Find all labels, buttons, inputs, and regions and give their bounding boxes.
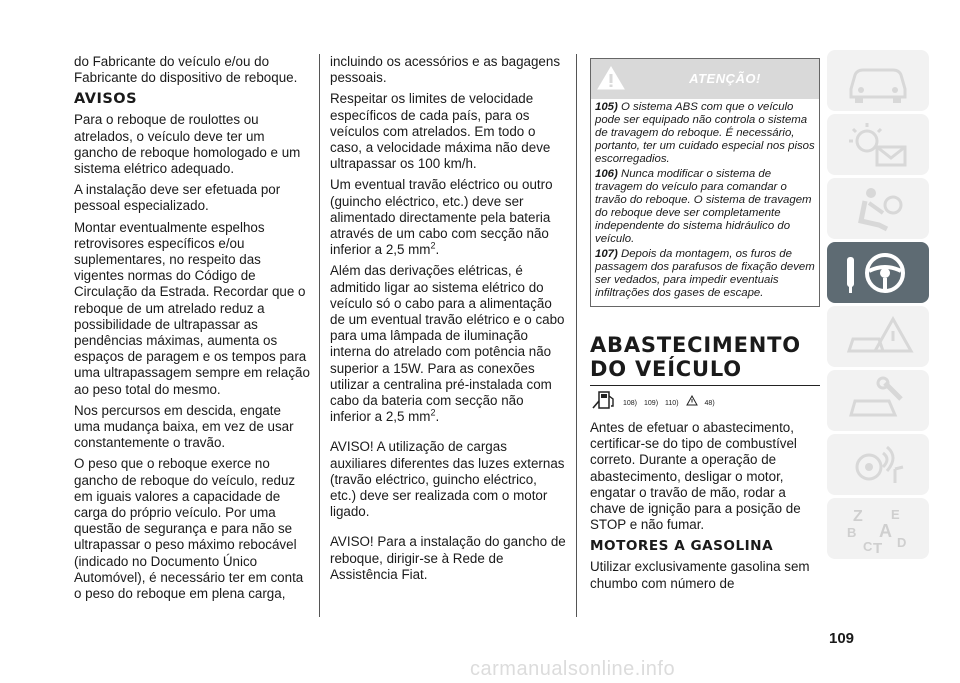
tab-multimedia[interactable] [827,434,929,495]
small-warning-icon [686,395,698,413]
index-letter: E [891,506,900,522]
paragraph: O peso que o reboque exerce no gancho de reboque do veículo, reduz em iguais valores a capacidade de carga do próprio veículo. Por uma questão de segurança e para não se ultrapassar o peso máximo rebocável (indicado no Documento Único Automóvel), é necessário ter em conta o peso do reboque em plena carga, [74,456,304,602]
section-title: ABASTECIMENTO DO VEÍCULO [590,333,820,386]
tab-emergency[interactable] [827,306,929,367]
watermark: carmanualsonline.info [470,658,676,680]
paragraph-text: Além das derivações elétricas, é admitido ligar ao sistema elétrico do veículo só o cabo para a alimentação de um eventual travão elétrico e o cabo para uma lâmpada de iluminação interna do atrelado com potência não superior a 15W. Para as conexões utilizar a centralina pré-instalada com cabo da bateria com secção não inferior a 2,5 mm [330,263,565,425]
paragraph: A instalação deve ser efetuada por pessoal especializado. [74,182,281,214]
index-letter: B [847,524,857,540]
warning-text: O sistema ABS com que o veículo pode ser equipado não controla o sistema de travagem do reboque. É necessário, portanto, ter um cuidado especial nos pisos escorregadios. [595,101,815,165]
multimedia-icon [839,439,917,491]
warning-number: 107) [595,248,618,260]
index-letter: C [863,538,873,554]
superscript: 2 [430,407,436,418]
seat-airbag-icon [839,183,917,235]
warning-number: 105) [595,101,618,113]
index-letter: A [879,520,892,541]
column-divider [319,54,320,617]
warning-triangle-icon [597,65,625,95]
tab-index[interactable] [827,498,929,559]
warning-body [591,99,819,306]
paragraph: Nos percursos em descida, engate uma mudança baixa, em vez de usar constantemente o travão. [74,402,294,451]
column-3 [590,58,820,597]
paragraph: Montar eventualmente espelhos retrovisores específicos e/ou suplementares, no respeito das vigentes normas do Código de Circulação da Estrada. Recordar que o reboque de um atrelado reduz a possibilidade de ultrapassar as pendências máximas, aumenta os espaços de paragem e os tempos para uma ultrapassagem sempre em relação ao peso total do mesmo. [74,219,310,397]
tab-safety[interactable] [827,178,929,239]
index-letter: T [873,539,883,555]
superscript: 2 [430,240,436,251]
warning-box [590,58,820,307]
warning-text: Depois da montagem, os furos de passagem dos parafusos de fixação devem ser vedados, para impedir eventuais infiltrações dos gases de escape. [595,248,815,299]
warning-item [595,248,815,300]
tab-maintenance[interactable] [827,370,929,431]
reference: 109) [644,399,659,407]
column-2 [330,54,566,588]
paragraph [330,177,566,258]
chapter-sidebar [827,50,929,562]
paragraph: Antes de efetuar o abastecimento, certificar-se do tipo de combustível correto. Durante a operação de abastecimento, desligar o motor, engatar o travão de mão, rodar a chave de ignição para a posição de STOP e não fumar. [590,420,801,533]
period: . [435,409,440,425]
paragraph [330,263,566,425]
reference: 110) [665,399,679,407]
tab-starting-driving[interactable] [827,242,929,303]
index-letters-icon [839,503,917,555]
index-letter: D [897,534,907,550]
warning-header [591,59,819,99]
index-letter: Z [853,507,863,525]
warning-item [595,168,815,246]
page-number: 109 [829,630,855,647]
key-steering-wheel-icon [839,247,917,299]
period: . [435,242,440,258]
lights-message-icon [839,119,917,171]
tab-car[interactable] [827,50,929,111]
warning-item [595,101,815,166]
warning-text: Nunca modificar o sistema de travagem do veículo para comandar o travão do reboque. O sistema de travagem do reboque deve ser completamente independente do sistema hidráulico do veículo. [595,168,812,245]
warning-number: 106) [595,168,618,180]
column-divider [576,54,577,617]
warning-car-icon [839,311,917,363]
paragraph-text: Um eventual travão eléctrico ou outro (guincho eléctrico, etc.) deve ser alimentado directamente pela bateria através de um cabo com secção não inferior a 2,5 mm [330,177,553,258]
gasoline-heading: MOTORES A GASOLINA [590,538,774,555]
avisos-heading: AVISOS [74,91,138,108]
paragraph: Utilizar exclusivamente gasolina sem chumbo com número de [590,559,810,591]
reference: 108) [623,399,638,407]
column-1 [74,54,310,607]
wrench-car-icon [839,375,917,427]
paragraph: AVISO! Para a instalação do gancho de reboque, dirigir-se à Rede de Assistência Fiat. [330,534,566,582]
warning-title: ATENÇÃO! [689,70,761,86]
car-icon [839,55,917,107]
intro-paragraph: do Fabricante do veículo e/ou do Fabricante do dispositivo de reboque. [74,54,298,86]
paragraph: Respeitar os limites de velocidade específicos de cada país, para os veículos com atrelados. Em todo o caso, a velocidade máxima não deve ultrapassar os 100 km/h. [330,91,551,172]
reference: 48) [704,399,715,407]
reference-row [590,392,820,416]
tab-lights-messages[interactable] [827,114,929,175]
paragraph: incluindo os acessórios e as bagagens pessoais. [330,54,561,86]
paragraph: Para o reboque de roulottes ou atrelados, o veículo deve ter um gancho de reboque homologado e um sistema elétrico adequado. [74,112,301,177]
fuel-pump-icon [590,389,616,418]
paragraph: AVISO! A utilização de cargas auxiliares diferentes das luzes externas (travão eléctrico, guincho eléctrico, etc.) deve ser realizada com o motor ligado. [330,439,565,520]
